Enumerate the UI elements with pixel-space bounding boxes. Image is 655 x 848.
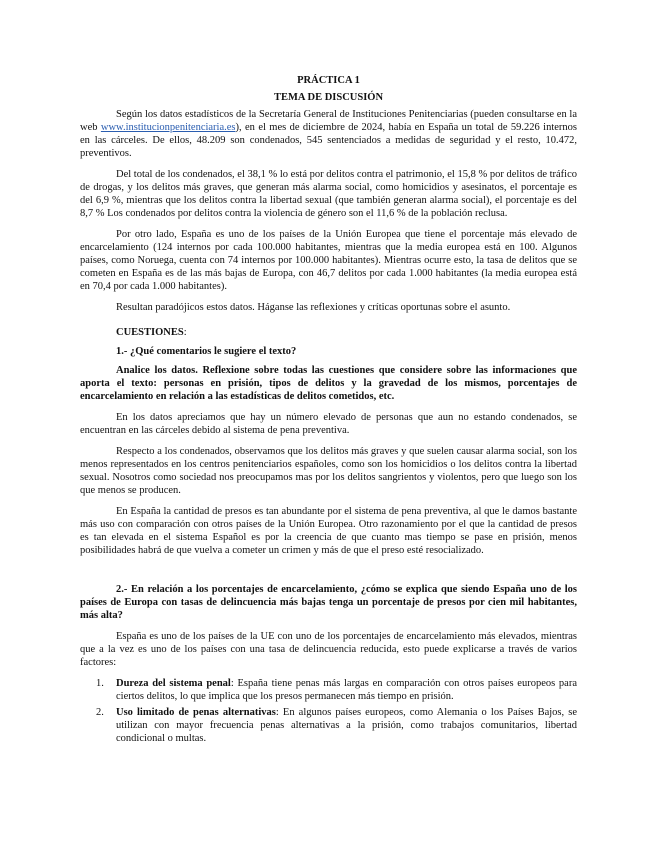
section-spacer bbox=[80, 565, 577, 583]
question-1-answer-2: Respecto a los condenados, observamos que los delitos más graves y que suelen causar alarma social, son los menos representados en los centros penitenciarios españoles, como son los homicidios o los delitos contra la libertad sexual. Nosotros como sociedad nos preocupamos mas por los delitos sangrientos y violentos, pero que luego son los que menos se producen. bbox=[80, 446, 577, 496]
list-item bbox=[80, 706, 577, 745]
intro-paragraph bbox=[80, 108, 577, 160]
question-2-title: 2.- En relación a los porcentajes de encarcelamiento, ¿cómo se explica que siendo España uno de los países de Europa con tasas de delincuencia más bajas tenga un porcentaje de presos por cien mil habitantes, más alta? bbox=[80, 584, 577, 621]
intro-text-after: ), en el mes de diciembre de 2024, había en España un total de 59.226 internos en las cárceles. De ellos, 48.209 son condenados, 545 sentenciados a medidas de seguridad y el resto, 10.472, preventivos. bbox=[80, 122, 577, 159]
document-title: PRÁCTICA 1 bbox=[297, 75, 360, 86]
factors-list bbox=[80, 677, 577, 745]
comparison-paragraph: Por otro lado, España es uno de los países de la Unión Europea que tiene el porcentaje más elevado de encarcelamiento (124 internos por cada 100.000 habitantes, mientras que la media europea está en 100. Algunos países, como Noruega, cuenta con 74 internos por 100.000 habitantes). Mientras ocurre esto, la tasa de delitos que se cometen en España es de las más bajas de Europa, con 46,7 delitos por cada 1.000 habitantes (la media europea está en 70,4 por cada 1.000 habitantes). bbox=[80, 229, 577, 292]
question-1-title: 1.- ¿Qué comentarios le sugiere el texto? bbox=[116, 346, 297, 357]
questions-label: CUESTIONES bbox=[116, 327, 184, 338]
question-1-answer-1: En los datos apreciamos que hay un número elevado de personas que aun no estando condenados, se encuentran en las cárceles debido al sistema de pena preventiva. bbox=[80, 412, 577, 436]
list-item-text: : En algunos países europeos, como Alemania o los Países Bajos, se utilizan con mayor frecuencia penas alternativas a la prisión, como trabajos comunitarios, libertad condicional o multas. bbox=[116, 707, 577, 744]
list-item-number: 2. bbox=[96, 707, 104, 718]
questions-heading bbox=[80, 326, 577, 339]
reflection-paragraph: Resultan paradójicos estos datos. Háganse las reflexiones y críticas oportunas sobre el asunto. bbox=[116, 302, 511, 313]
question-1-answer-3: En España la cantidad de presos es tan abundante por el sistema de pena preventiva, al que le damos bastante más uso con comparación con otros países de la Unión Europea. Otro razonamiento por el que la cantidad de presos es tan elevada en el sistema Español es por la creencia de que cuanto mas tiempo se pase en prisión, menos posibilidades habrá de que vuelva a cometer un crimen y más de que el preso esté resocializado. bbox=[80, 506, 577, 556]
question-1-prompt: Analice los datos. Reflexione sobre todas las cuestiones que considere sobre las informaciones que aporta el texto: personas en prisión, tipos de delitos y la gravedad de los mismos, porcentajes de encarcelamiento en relación a las estadísticas de delitos cometidos, etc. bbox=[80, 365, 577, 402]
statistics-paragraph: Del total de los condenados, el 38,1 % lo está por delitos contra el patrimonio, el 15,8 % por delitos de tráfico de drogas, y los delitos más graves, que generan más alarma social, como homicidios y asesinatos, el porcentaje es del 6,9 %, mientras que los delitos contra la libertad sexual (que también generan alarma social), el porcentaje es del 8,7 % Los condenados por delitos contra la violencia de género son el 11,6 % de la población reclusa. bbox=[80, 169, 578, 219]
questions-colon: : bbox=[183, 327, 187, 338]
question-2-answer-intro: España es uno de los países de la UE con uno de los porcentajes de encarcelamiento más elevados, mientras que a la vez es uno de los países con una tasa de delincuencia reducida, esto puede explicarse a través de varios factores: bbox=[80, 631, 577, 668]
list-item-text: : España tiene penas más largas en comparación con otros países europeos para ciertos delitos, lo que implica que los presos permanecen más tiempo en prisión. bbox=[116, 678, 577, 702]
list-item-label: Uso limitado de penas alternativas bbox=[116, 707, 276, 718]
intro-text-before: Según los datos estadísticos de la Secretaría General de Instituciones Penitenciarias (pueden consultarse en la web bbox=[80, 109, 577, 133]
list-item-label: Dureza del sistema penal bbox=[116, 678, 231, 689]
list-item bbox=[80, 677, 577, 703]
list-item-number: 1. bbox=[96, 678, 104, 689]
document-subtitle: TEMA DE DISCUSIÓN bbox=[273, 92, 384, 103]
source-link[interactable]: www.institucionpenitenciaria.es bbox=[100, 122, 236, 133]
